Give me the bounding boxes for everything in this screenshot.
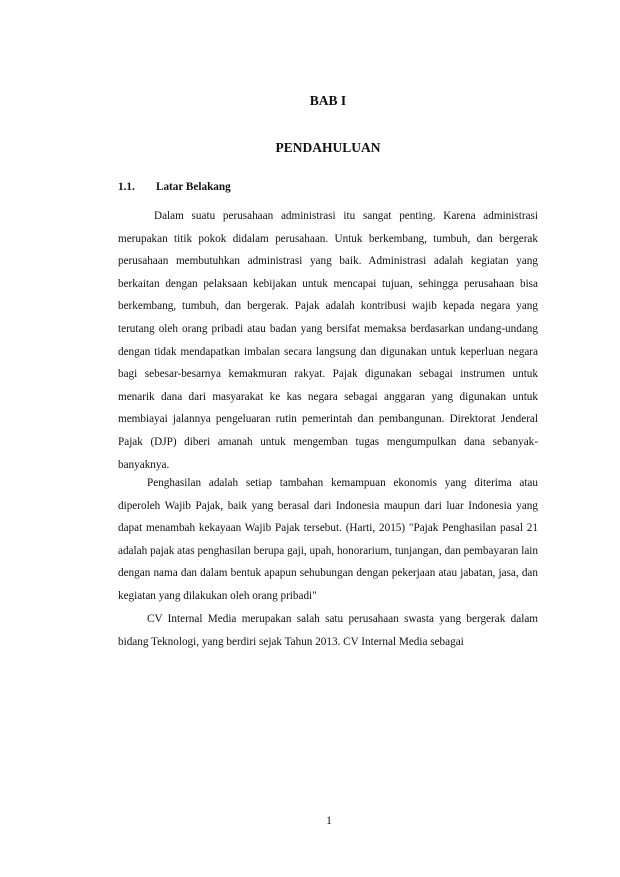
section-number: 1.1. bbox=[118, 181, 135, 193]
section-title: Latar Belakang bbox=[156, 181, 231, 193]
chapter-number: BAB I bbox=[309, 93, 347, 108]
page-number: 1 bbox=[326, 815, 332, 827]
paragraph-cv-internal-media: CV Internal Media merupakan salah satu perusahaan swasta yang bergerak dalam bidang Teknologi, yang berdiri sejak Tahun 2013. CV Internal Media sebagai bbox=[118, 613, 538, 648]
paragraph-administrasi: Dalam suatu perusahaan administrasi itu sangat penting. Karena administrasi merupakan titik pokok didalam perusahaan. Untuk berkembang, tumbuh, dan bergerak perusahaan membutuhkan administrasi yang baik. Administrasi adalah kegiatan yang berkaitan dengan pelaksaan kebijakan untuk mencapai tujuan, sehingga perusahaan bisa berkembang, tumbuh, dan bergerak. Pajak adalah kontribusi wajib kepada negara yang terutang oleh orang pribadi atau badan yang bersifat memaksa berdasarkan undang-undang dengan tidak mendapatkan imbalan secara langsung dan digunakan untuk keperluan negara bagi sebesar-besarnya kemakmuran rakyat. Pajak digunakan sebagai instrumen untuk menarik dana dari masyarakat ke kas negara sebagai anggaran yang digunakan untuk membiayai jalannya pengeluaran rutin pemerintah dan pembangunan. Direktorat Jenderal Pajak (DJP) diberi amanah untuk mengemban tugas mengumpulkan dana sebanyak-banyaknya. bbox=[118, 210, 538, 471]
paragraph-penghasilan: Penghasilan adalah setiap tambahan kemampuan ekonomis yang diterima atau diperoleh Wajib Pajak, baik yang berasal dari Indonesia maupun dari luar Indonesia yang dapat menambah kekayaan Wajib Pajak tersebut. (Harti, 2015) "Pajak Penghasilan pasal 21 adalah pajak atas penghasilan berupa gaji, upah, honorarium, tunjangan, dan pembayaran lain dengan nama dan dalam bentuk apapun sehubungan dengan pekerjaan atau jabatan, jasa, dan kegiatan yang dilakukan oleh orang pribadi" bbox=[118, 477, 538, 602]
chapter-title: PENDAHULUAN bbox=[275, 140, 381, 155]
